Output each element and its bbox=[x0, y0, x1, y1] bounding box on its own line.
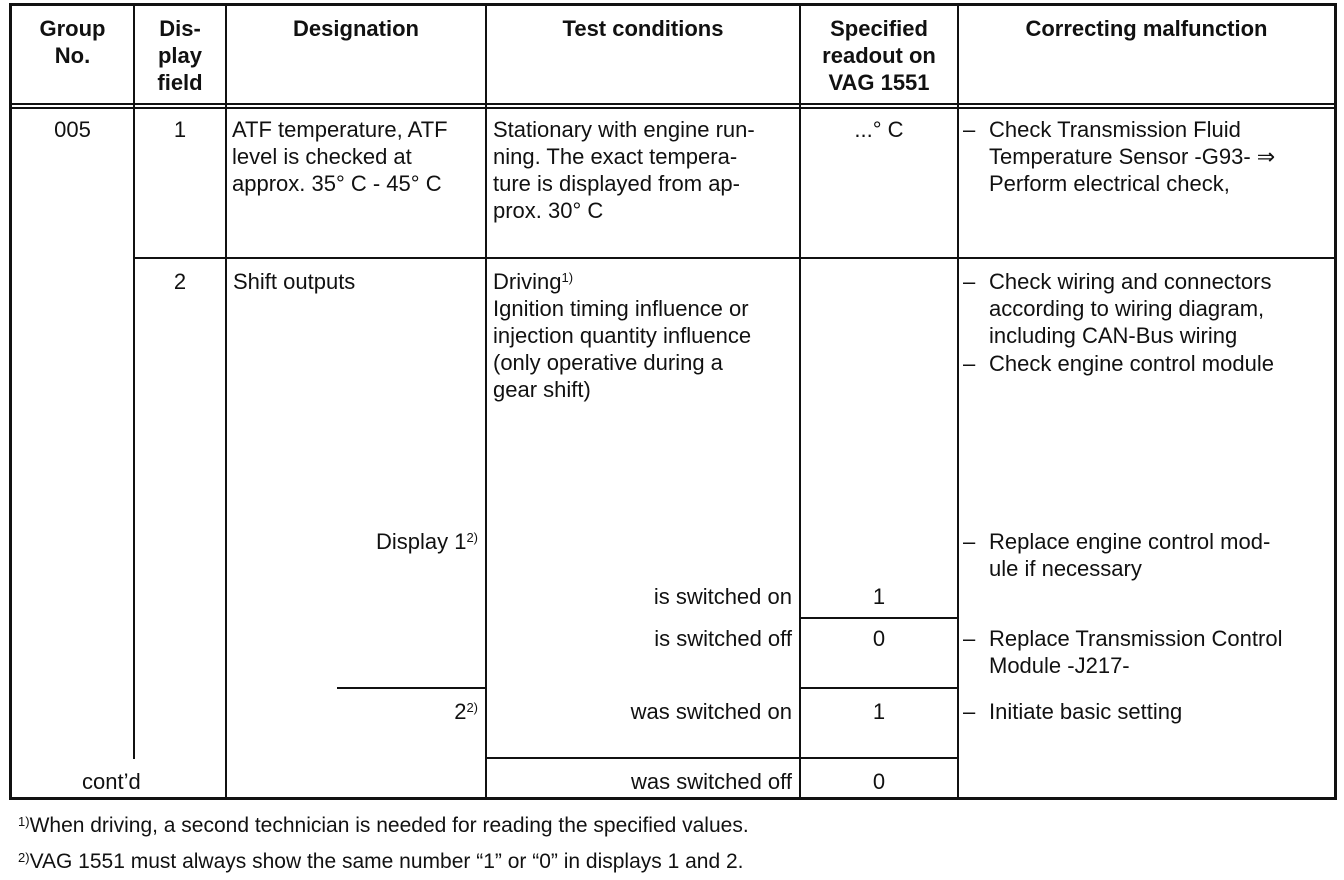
display-field-1: 1 bbox=[173, 117, 187, 142]
bullet-dash: – bbox=[963, 529, 976, 554]
header-display-line: field bbox=[157, 70, 203, 95]
correcting-line: Temperature Sensor -G93- ⇒ bbox=[989, 144, 1276, 169]
test-line: (only operative during a bbox=[493, 350, 723, 375]
bullet-dash: – bbox=[963, 351, 976, 376]
header-readout-line: VAG 1551 bbox=[828, 70, 930, 95]
correcting-row1 bbox=[989, 116, 1275, 197]
display2-label bbox=[300, 698, 478, 725]
footnote-text: When driving, a second technician is needed for reading the specified values. bbox=[29, 814, 749, 837]
condition-was-switched-off: was switched off bbox=[630, 769, 792, 794]
test-line: prox. 30° C bbox=[493, 198, 604, 223]
correcting-row2a bbox=[989, 268, 1271, 349]
header-designation: Designation bbox=[293, 16, 419, 41]
bullet-dash: – bbox=[963, 699, 976, 724]
footnote-2 bbox=[18, 849, 744, 875]
footnote-mark: 1) bbox=[18, 814, 30, 829]
test-driving-label: Driving bbox=[493, 269, 562, 294]
group-number: 005 bbox=[54, 117, 91, 142]
header-group-line: No. bbox=[54, 43, 91, 68]
readout-was-switched-off: 0 bbox=[872, 769, 886, 794]
display-field-2: 2 bbox=[173, 269, 187, 294]
designation-row1 bbox=[232, 116, 448, 197]
header-display-line: Dis- bbox=[159, 16, 201, 41]
footnote-ref: 2) bbox=[466, 530, 478, 545]
footnote-mark: 2) bbox=[18, 850, 30, 865]
continued-label: cont’d bbox=[82, 769, 141, 794]
test-conditions-row1 bbox=[493, 116, 755, 224]
test-driving bbox=[493, 268, 751, 295]
designation-row2: Shift outputs bbox=[233, 269, 356, 294]
header-readout-line: readout on bbox=[822, 43, 936, 68]
correcting-line: Replace engine control mod- bbox=[989, 529, 1271, 554]
correcting-line: Perform electrical check, bbox=[989, 171, 1230, 196]
designation-line: ATF temperature, ATF bbox=[232, 117, 448, 142]
header-group-line: Group bbox=[39, 16, 106, 41]
correcting-line: according to wiring diagram, bbox=[989, 296, 1265, 321]
header-readout-line: Specified bbox=[830, 16, 928, 41]
correcting-line: including CAN-Bus wiring bbox=[989, 323, 1238, 348]
readout-was-switched-on: 1 bbox=[872, 699, 886, 724]
readout-switched-on: 1 bbox=[872, 584, 886, 609]
correcting-line: Check wiring and connectors bbox=[989, 269, 1272, 294]
header-display-line: play bbox=[157, 43, 203, 68]
test-line: Ignition timing influence or bbox=[493, 296, 749, 321]
condition-switched-off: is switched off bbox=[654, 626, 792, 651]
readout-switched-off: 0 bbox=[872, 626, 886, 651]
footnote-ref: 1) bbox=[561, 270, 574, 285]
bullet-dash: – bbox=[963, 626, 976, 651]
header-correcting: Correcting malfunction bbox=[1025, 16, 1268, 41]
correcting-line: Check Transmission Fluid bbox=[989, 117, 1241, 142]
test-line: ning. The exact tempera- bbox=[493, 144, 738, 169]
display2-text: 2 bbox=[454, 699, 467, 724]
footnote-1 bbox=[18, 813, 749, 839]
correcting-row2b: Check engine control module bbox=[989, 351, 1274, 376]
correcting-row2c bbox=[989, 528, 1270, 582]
bullet-dash: – bbox=[963, 117, 976, 142]
header-test-conditions: Test conditions bbox=[562, 16, 724, 41]
correcting-line: ule if necessary bbox=[989, 556, 1142, 581]
correcting-line: Replace Transmission Control bbox=[989, 626, 1283, 651]
correcting-row2e: Initiate basic setting bbox=[989, 699, 1183, 724]
bullet-dash: – bbox=[963, 269, 976, 294]
footnote-ref: 2) bbox=[466, 700, 478, 715]
correcting-line: Module -J217- bbox=[989, 653, 1130, 678]
correcting-row2d bbox=[989, 625, 1282, 679]
footnote-text: VAG 1551 must always show the same number “1” or “0” in displays 1 and 2. bbox=[29, 850, 744, 873]
header-specified-readout bbox=[801, 15, 957, 96]
designation-line: approx. 35° C - 45° C bbox=[232, 171, 442, 196]
designation-line: level is checked at bbox=[232, 144, 412, 169]
condition-was-switched-on: was switched on bbox=[630, 699, 792, 724]
display1-label bbox=[300, 528, 478, 555]
header-display-field bbox=[135, 15, 225, 96]
header-group-no bbox=[12, 15, 133, 69]
test-line: Stationary with engine run- bbox=[493, 117, 755, 142]
test-line: ture is displayed from ap- bbox=[493, 171, 740, 196]
display1-text: Display 1 bbox=[375, 529, 467, 554]
test-line: gear shift) bbox=[493, 377, 591, 402]
test-conditions-row2 bbox=[493, 268, 751, 403]
readout-row1: ...° C bbox=[854, 117, 904, 142]
test-line: injection quantity influence bbox=[493, 323, 752, 348]
condition-switched-on: is switched on bbox=[653, 584, 792, 609]
